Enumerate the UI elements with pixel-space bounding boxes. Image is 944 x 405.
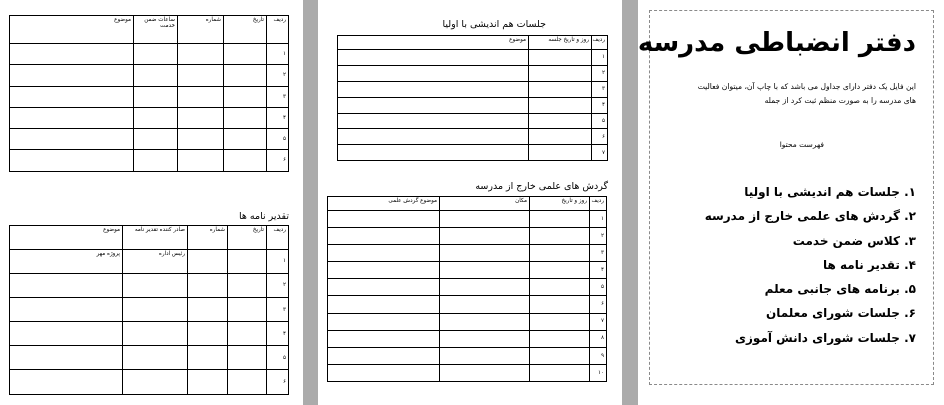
table-cell[interactable]: [440, 279, 530, 296]
row-number-cell[interactable]: ۲: [267, 274, 289, 298]
table-cell[interactable]: [338, 129, 529, 145]
table-cell[interactable]: [530, 330, 590, 347]
table-cell[interactable]: [530, 262, 590, 279]
table-cell[interactable]: [530, 347, 590, 364]
table-cell[interactable]: [228, 346, 267, 370]
table-cell[interactable]: [338, 145, 529, 161]
page-right: [638, 0, 944, 405]
table-cell[interactable]: [178, 150, 224, 171]
parents-meetings-title: جلسات هم اندیشی با اولیا: [442, 19, 546, 30]
table-cell[interactable]: [10, 44, 134, 65]
table-row: [338, 50, 608, 66]
table-cell[interactable]: [328, 279, 440, 296]
in-service-header-cell: تاریخ: [224, 16, 267, 44]
table-cell[interactable]: [188, 322, 228, 346]
row-number-cell[interactable]: ۳: [267, 298, 289, 322]
table-cell[interactable]: [228, 298, 267, 322]
table-cell[interactable]: [328, 364, 440, 381]
table-cell[interactable]: [440, 330, 530, 347]
table-cell[interactable]: [224, 65, 267, 86]
table-cell[interactable]: [10, 86, 134, 107]
toc-item: ۷. جلسات شورای دانش آموزی: [735, 330, 916, 345]
table-row: [328, 228, 607, 245]
toc-heading: فهرست محتوا: [779, 140, 824, 149]
intro-paragraph: این فایل یک دفتر دارای جداول می باشد که با چاپ آن، میتوان فعالیت های مدرسه را به صورت منظم ثبت کرد از جمله: [697, 82, 916, 106]
table-cell[interactable]: [328, 296, 440, 313]
table-cell[interactable]: [134, 86, 178, 107]
table-cell[interactable]: [134, 150, 178, 171]
page-middle: [318, 0, 622, 405]
table-cell[interactable]: [178, 44, 224, 65]
table-cell[interactable]: [328, 211, 440, 228]
table-row: [328, 279, 607, 296]
table-cell[interactable]: [134, 65, 178, 86]
table-cell[interactable]: [530, 228, 590, 245]
in-service-header-cell: شماره: [178, 16, 224, 44]
table-cell[interactable]: [123, 298, 188, 322]
table-cell[interactable]: [188, 274, 228, 298]
table-cell[interactable]: [10, 298, 123, 322]
table-cell[interactable]: [440, 245, 530, 262]
table-cell[interactable]: [10, 322, 123, 346]
row-number-cell[interactable]: ۳: [592, 81, 608, 97]
field-trips-header-cell: موضوع گردش علمی: [328, 197, 440, 211]
page-left: [0, 0, 303, 405]
table-row: [10, 65, 289, 86]
table-row: [10, 86, 289, 107]
table-cell[interactable]: [10, 346, 123, 370]
table-row: [338, 65, 608, 81]
table-cell[interactable]: [224, 129, 267, 150]
field-trips-table: [327, 196, 607, 382]
table-cell[interactable]: [530, 211, 590, 228]
commendation-header-cell: موضوع: [10, 226, 123, 250]
parents-header-cell: روز و تاریخ جلسه: [529, 36, 592, 50]
table-cell[interactable]: [338, 50, 529, 66]
table-cell[interactable]: [328, 313, 440, 330]
table-row: [328, 347, 607, 364]
parents-meetings-table: [337, 35, 608, 161]
field-trips-header-row: [328, 197, 607, 211]
table-row: [338, 113, 608, 129]
table-row: [10, 274, 289, 298]
table-cell[interactable]: [188, 370, 228, 394]
table-cell[interactable]: [10, 65, 134, 86]
row-number-cell[interactable]: ۷: [590, 313, 607, 330]
table-row: [328, 330, 607, 347]
commendation-title: تقدیر نامه ها: [239, 211, 289, 222]
table-cell[interactable]: [10, 274, 123, 298]
row-number-cell[interactable]: ۸: [590, 330, 607, 347]
row-number-cell[interactable]: ۳: [267, 86, 289, 107]
table-cell[interactable]: [228, 370, 267, 394]
toc-item: ۱. جلسات هم اندیشی با اولیا: [744, 185, 916, 199]
table-cell[interactable]: [188, 250, 228, 274]
table-row: [10, 298, 289, 322]
table-cell[interactable]: [328, 330, 440, 347]
table-of-contents: [705, 180, 916, 350]
table-cell[interactable]: [530, 245, 590, 262]
table-cell[interactable]: [228, 322, 267, 346]
table-cell[interactable]: [440, 228, 530, 245]
table-row: [10, 322, 289, 346]
table-cell[interactable]: [123, 370, 188, 394]
table-cell[interactable]: [10, 370, 123, 394]
table-cell[interactable]: [123, 274, 188, 298]
table-row: [328, 262, 607, 279]
row-number-cell[interactable]: ۵: [590, 279, 607, 296]
table-cell[interactable]: [529, 97, 592, 113]
table-row: [10, 107, 289, 128]
table-cell[interactable]: [224, 44, 267, 65]
table-cell[interactable]: [338, 113, 529, 129]
field-trips-header-cell: ردیف: [590, 197, 607, 211]
table-row: [338, 81, 608, 97]
row-number-cell[interactable]: ۱: [590, 211, 607, 228]
table-cell[interactable]: [440, 296, 530, 313]
table-cell[interactable]: [224, 150, 267, 171]
table-row: [328, 296, 607, 313]
in-service-header-cell: ردیف: [267, 16, 289, 44]
table-cell[interactable]: [338, 65, 529, 81]
table-cell[interactable]: [178, 107, 224, 128]
table-cell[interactable]: [338, 81, 529, 97]
table-row: [10, 44, 289, 65]
table-row: [338, 145, 608, 161]
row-number-cell[interactable]: ۵: [267, 129, 289, 150]
table-row: [10, 129, 289, 150]
table-cell[interactable]: [440, 347, 530, 364]
row-number-cell[interactable]: ۳: [590, 245, 607, 262]
in-service-table: [9, 15, 289, 172]
table-cell[interactable]: [530, 313, 590, 330]
table-cell[interactable]: [123, 346, 188, 370]
table-cell[interactable]: [228, 274, 267, 298]
table-row: [338, 97, 608, 113]
table-cell[interactable]: رئیس اداره: [123, 250, 188, 274]
table-cell[interactable]: [123, 322, 188, 346]
parents-header-cell: موضوع: [338, 36, 529, 50]
row-number-cell[interactable]: ۶: [592, 129, 608, 145]
commendation-table: [9, 225, 289, 395]
in-service-header-cell: ساعات ضمن خدمت: [134, 16, 178, 44]
toc-item: ۶. جلسات شورای معلمان: [766, 306, 916, 321]
table-cell[interactable]: پروژه مهر: [10, 250, 123, 274]
table-cell[interactable]: [529, 50, 592, 66]
row-number-cell[interactable]: ۴: [592, 97, 608, 113]
parents-header-cell: ردیف: [592, 36, 608, 50]
table-cell[interactable]: [134, 44, 178, 65]
table-cell[interactable]: [188, 298, 228, 322]
row-number-cell[interactable]: ۶: [267, 370, 289, 394]
table-cell[interactable]: [178, 65, 224, 86]
table-row: [328, 245, 607, 262]
table-row: [10, 250, 289, 274]
row-number-cell[interactable]: ۶: [590, 296, 607, 313]
table-cell[interactable]: [134, 129, 178, 150]
table-cell[interactable]: [529, 129, 592, 145]
table-cell[interactable]: [228, 250, 267, 274]
table-cell[interactable]: [134, 107, 178, 128]
row-number-cell[interactable]: ۱: [267, 44, 289, 65]
table-cell[interactable]: [440, 211, 530, 228]
table-cell[interactable]: [529, 65, 592, 81]
toc-item: ۴. تقدیر نامه ها: [822, 257, 916, 272]
row-number-cell[interactable]: ۵: [592, 113, 608, 129]
table-cell[interactable]: [338, 97, 529, 113]
in-service-header-cell: موضوع: [10, 16, 134, 44]
row-number-cell[interactable]: ۲: [592, 65, 608, 81]
table-row: [328, 364, 607, 381]
table-cell[interactable]: [10, 129, 134, 150]
field-trips-title: گردش های علمی خارج از مدرسه: [475, 181, 608, 192]
table-cell[interactable]: [224, 86, 267, 107]
table-row: [10, 150, 289, 171]
row-number-cell[interactable]: ۱: [592, 50, 608, 66]
parents-header-row: [338, 36, 608, 50]
table-cell[interactable]: [224, 107, 267, 128]
table-cell[interactable]: [529, 113, 592, 129]
commendation-header-row: [10, 226, 289, 250]
table-cell[interactable]: [440, 313, 530, 330]
table-cell[interactable]: [440, 262, 530, 279]
row-number-cell[interactable]: ۴: [267, 322, 289, 346]
commendation-header-cell: شماره: [188, 226, 228, 250]
table-cell[interactable]: [10, 150, 134, 171]
table-row: [10, 370, 289, 394]
table-cell[interactable]: [178, 129, 224, 150]
row-number-cell[interactable]: ۵: [267, 346, 289, 370]
table-cell[interactable]: [178, 86, 224, 107]
commendation-header-cell: ردیف: [267, 226, 289, 250]
table-cell[interactable]: [10, 107, 134, 128]
row-number-cell[interactable]: ۱: [267, 250, 289, 274]
field-trips-header-cell: روز و تاریخ: [530, 197, 590, 211]
commendation-header-cell: تاریخ: [228, 226, 267, 250]
table-cell[interactable]: [530, 279, 590, 296]
toc-item: ۳. کلاس ضمن خدمت: [792, 233, 916, 248]
row-number-cell[interactable]: ۲: [267, 65, 289, 86]
row-number-cell[interactable]: ۴: [267, 107, 289, 128]
row-number-cell[interactable]: ۲: [590, 228, 607, 245]
commendation-header-cell: صادر کننده تقدیر نامه: [123, 226, 188, 250]
table-cell[interactable]: [328, 245, 440, 262]
table-cell[interactable]: [188, 346, 228, 370]
in-service-header-row: [10, 16, 289, 44]
table-cell[interactable]: [328, 347, 440, 364]
field-trips-header-cell: مکان: [440, 197, 530, 211]
toc-item: ۵. برنامه های جانبی معلم: [764, 282, 916, 297]
row-number-cell[interactable]: ۱۰: [590, 364, 607, 381]
row-number-cell[interactable]: ۶: [267, 150, 289, 171]
table-row: [328, 211, 607, 228]
table-cell[interactable]: [328, 262, 440, 279]
table-cell[interactable]: [328, 228, 440, 245]
toc-item: ۲. گردش های علمی خارج از مدرسه: [704, 209, 916, 224]
table-cell[interactable]: [530, 364, 590, 381]
row-number-cell[interactable]: ۴: [590, 262, 607, 279]
row-number-cell[interactable]: ۷: [592, 145, 608, 161]
table-cell[interactable]: [530, 296, 590, 313]
table-row: [10, 346, 289, 370]
table-cell[interactable]: [529, 81, 592, 97]
document-title: دفتر انضباطی مدرسه: [638, 28, 916, 58]
table-row: [328, 313, 607, 330]
row-number-cell[interactable]: ۹: [590, 347, 607, 364]
table-cell[interactable]: [440, 364, 530, 381]
table-cell[interactable]: [529, 145, 592, 161]
table-row: [338, 129, 608, 145]
